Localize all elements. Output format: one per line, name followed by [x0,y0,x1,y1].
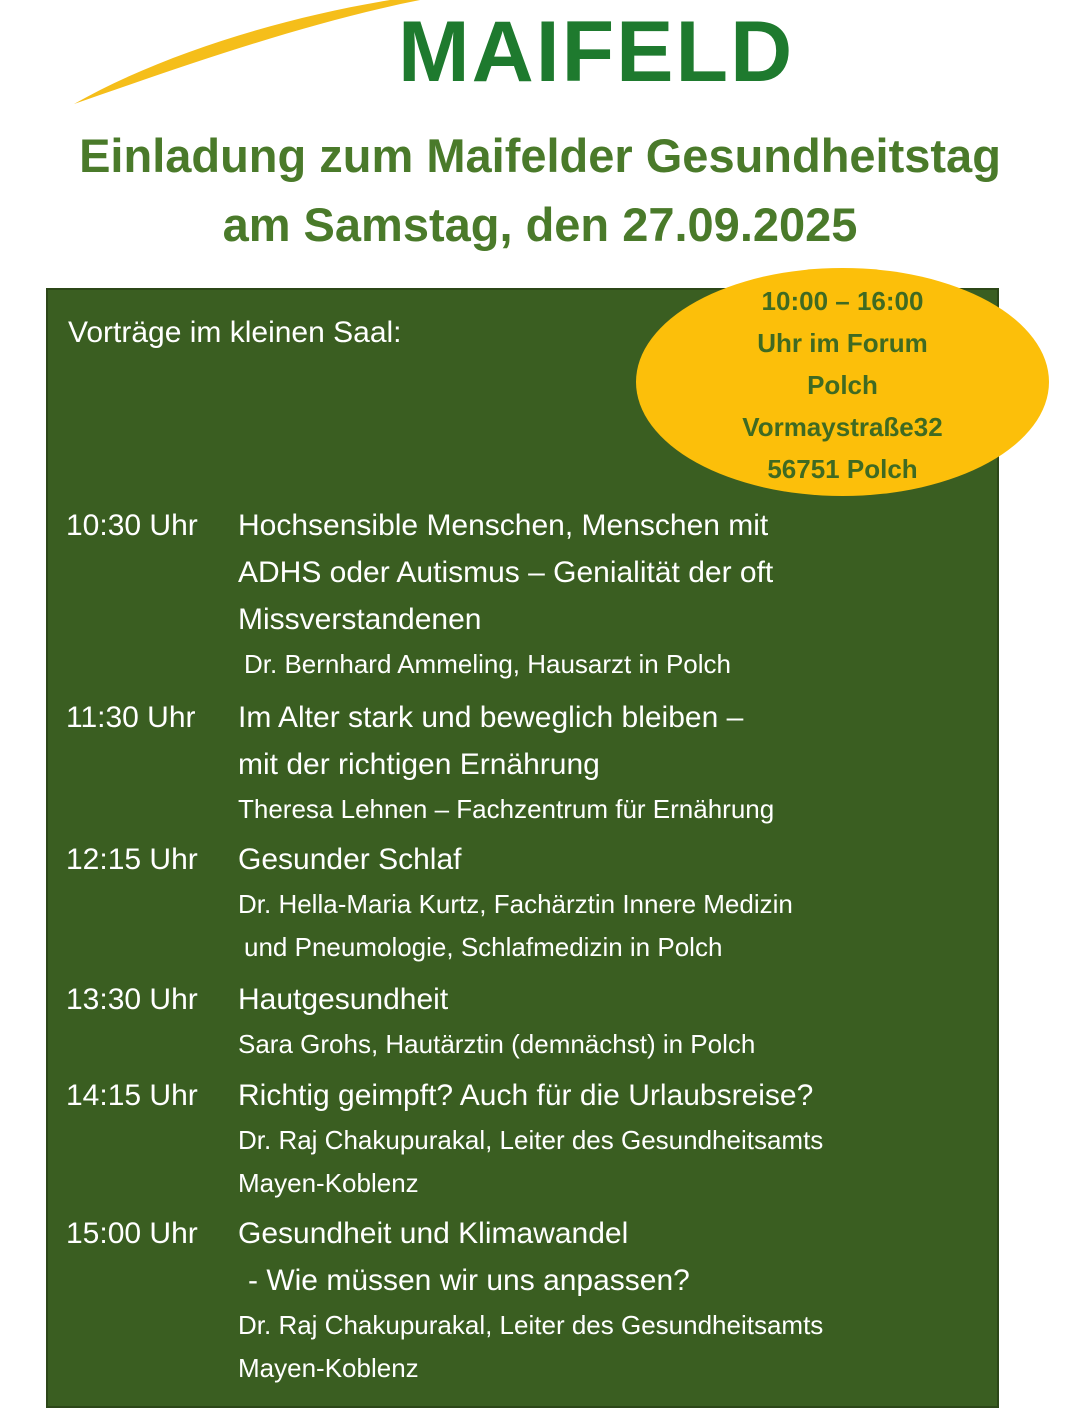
entry-speaker-line: Sara Grohs, Hautärztin (demnächst) in Polch [238,1029,756,1059]
entry-body [238,1072,986,1205]
entry-title-line: Gesunder Schlaf [238,843,462,876]
entry-body [238,976,986,1066]
entry-speaker-line: und Pneumologie, Schlafmedizin in Polch [244,932,723,962]
time-location-badge [636,268,1049,496]
page-subtitle-date: am Samstag, den 27.09.2025 [222,198,858,251]
entry-time: 10:30 Uhr [66,509,198,542]
entry-speaker-line: Mayen-Koblenz [238,1168,419,1198]
logo-swoosh-icon [0,0,420,115]
entry-time: 11:30 Uhr [66,701,196,734]
entry-speaker-line: Theresa Lehnen – Fachzentrum für Ernährung [238,794,775,824]
entry-body [238,694,986,831]
badge-line-venue: Uhr im Forum [757,328,928,358]
badge-line-postcode: 56751 Polch [767,454,918,484]
entry-time: 13:30 Uhr [66,983,198,1016]
page-title: Einladung zum Maifelder Gesundheitstag [79,129,1001,182]
entry-time: 14:15 Uhr [66,1079,198,1112]
entry-speaker-line: Dr. Bernhard Ammeling, Hausarzt in Polch [244,649,731,679]
entry-title-line: Hautgesundheit [238,983,449,1016]
badge-line-town: Polch [807,370,878,400]
entry-title-line: Hochsensible Menschen, Menschen mit [238,509,769,542]
entry-body [238,1210,986,1390]
entry-title-line: - Wie müssen wir uns anpassen? [248,1264,690,1297]
entry-time: 12:15 Uhr [66,843,198,876]
section-heading: Vorträge im kleinen Saal: [68,316,402,349]
badge-line-time: 10:00 – 16:00 [761,286,924,316]
entry-title-line: mit der richtigen Ernährung [238,748,600,781]
entry-title-line: Im Alter stark und beweglich bleiben – [238,701,744,734]
entry-title-line: Missverstandenen [238,603,482,636]
entry-body [238,836,986,969]
entry-time: 15:00 Uhr [66,1217,198,1250]
badge-text [636,280,1049,490]
entry-title-line: Richtig geimpft? Auch für die Urlaubsreise? [238,1079,814,1112]
entry-body [238,502,986,686]
entry-title-line: Gesundheit und Klimawandel [238,1217,629,1250]
badge-line-street: Vormaystraße32 [742,412,943,442]
logo-text: MAIFELD [398,4,795,100]
entry-title-line: ADHS oder Autismus – Genialität der oft [238,556,774,589]
entry-speaker-line: Dr. Raj Chakupurakal, Leiter des Gesundheitsamts [238,1125,824,1155]
entry-speaker-line: Dr. Hella-Maria Kurtz, Fachärztin Innere Medizin [238,889,793,919]
entry-speaker-line: Dr. Raj Chakupurakal, Leiter des Gesundheitsamts [238,1310,824,1340]
entry-speaker-line: Mayen-Koblenz [238,1353,419,1383]
